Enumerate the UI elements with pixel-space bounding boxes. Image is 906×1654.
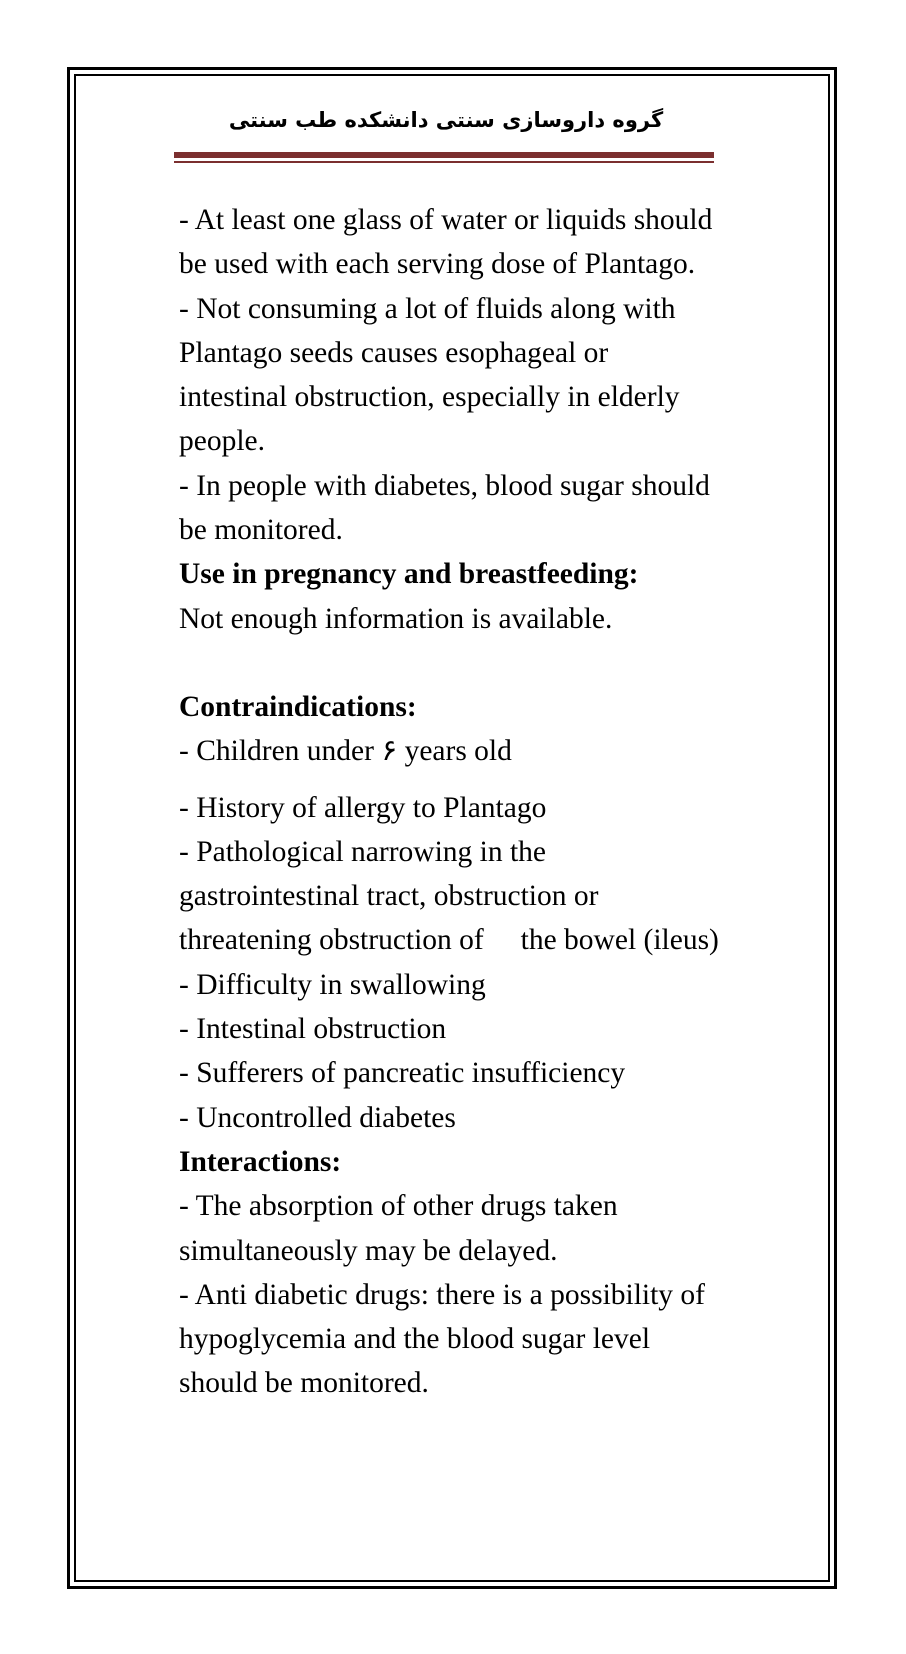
interaction-item: - Anti diabetic drugs: there is a possibility of hypoglycemia and the blood sugar level should be monitored. <box>179 1278 706 1400</box>
pregnancy-text: Not enough information is available. <box>179 602 613 635</box>
contraindication-item: - Children under ۶ years old <box>179 735 512 768</box>
document-body <box>179 198 719 1406</box>
paragraph-diabetes-monitoring: - In people with diabetes, blood sugar should be monitored. <box>179 469 710 547</box>
contraindication-item: - Difficulty in swallowing <box>179 968 486 1001</box>
interactions-heading: Interactions: <box>179 1145 342 1178</box>
contraindication-item: - Uncontrolled diabetes <box>179 1101 456 1134</box>
contraindication-item: - History of allergy to Plantago <box>179 791 547 824</box>
pregnancy-heading: Use in pregnancy and breastfeeding: <box>179 558 639 591</box>
page-header-title: گروه داروسازی سنتی دانشکده طب سنتی <box>228 108 664 132</box>
contraindication-item: - Sufferers of pancreatic insufficiency <box>179 1057 626 1090</box>
paragraph-water-intake: - At least one glass of water or liquids should be used with each serving dose of Plantago. <box>179 204 713 281</box>
interaction-item: - The absorption of other drugs taken simultaneously may be delayed. <box>179 1190 618 1267</box>
paragraph-fluids-warning: - Not consuming a lot of fluids along with Plantago seeds causes esophageal or intestinal obstruction, especially in elderly people. <box>179 292 680 458</box>
header-rule-thin <box>174 161 714 163</box>
contraindication-item: - Intestinal obstruction <box>179 1013 447 1046</box>
header-rule-thick <box>174 152 714 158</box>
contraindications-heading: Contraindications: <box>179 690 417 723</box>
contraindication-item: - Pathological narrowing in the gastrointestinal tract, obstruction or threatening obstruction of the bowel (ileus) <box>179 835 719 957</box>
